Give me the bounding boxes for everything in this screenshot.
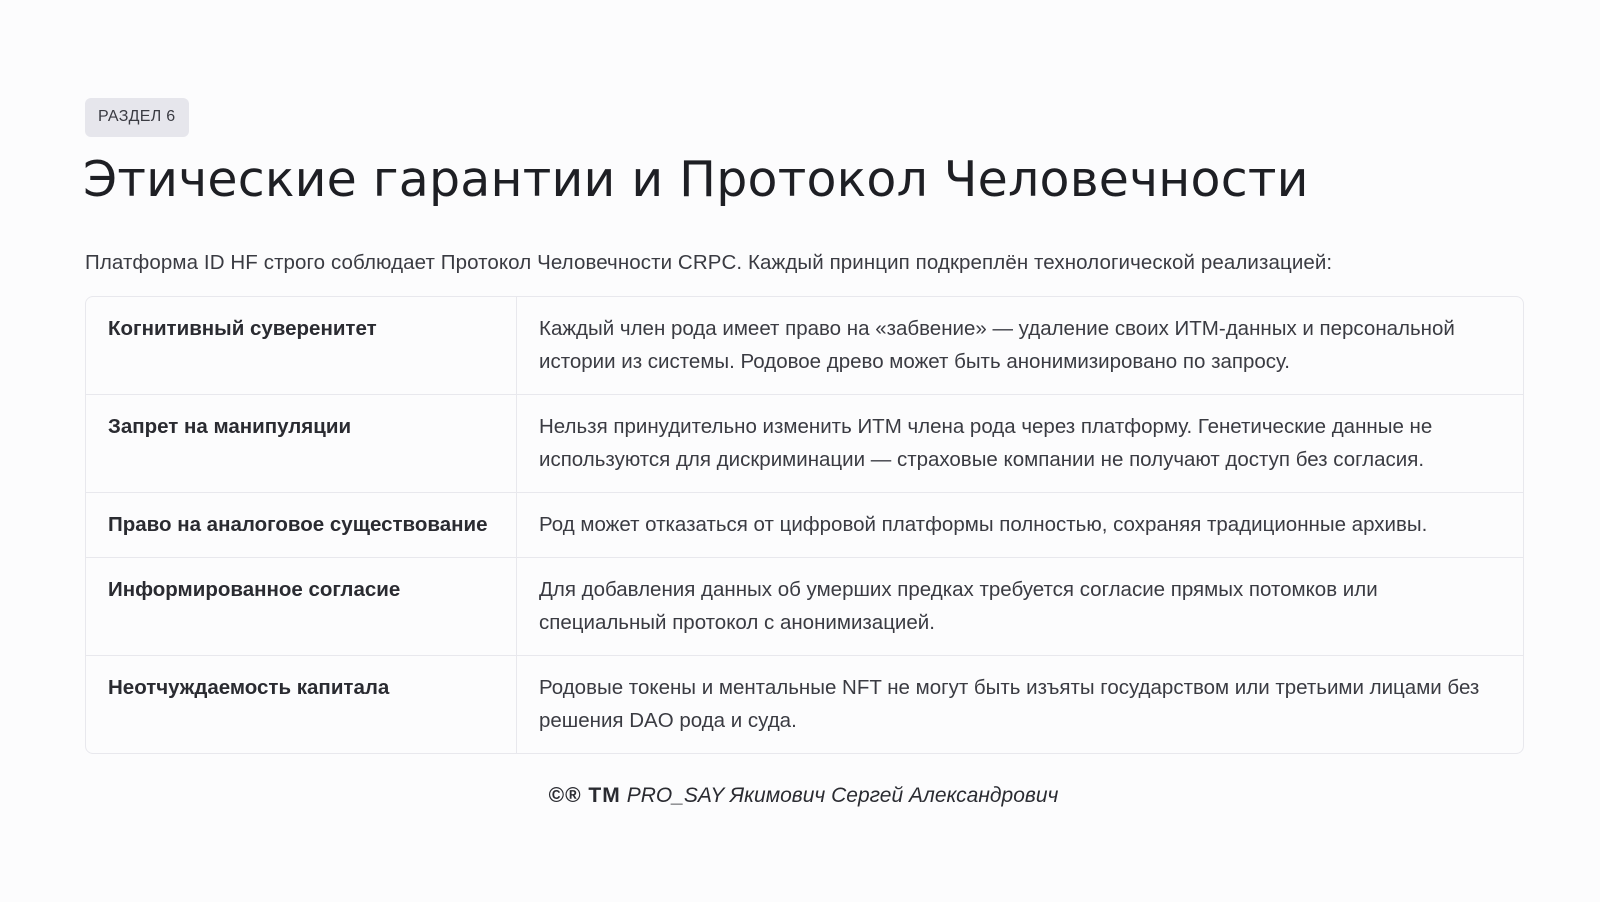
principle-description: Родовые токены и ментальные NFT не могут быть изъяты государством или третьими лицами без решения DAO рода и суда. <box>539 676 1480 732</box>
table-row <box>86 557 1523 655</box>
copyright-footer <box>85 781 1522 811</box>
table-row <box>86 655 1523 753</box>
principles-table <box>85 296 1524 754</box>
principle-description: Нельзя принудительно изменить ИТМ члена рода через платформу. Генетические данные не используются для дискриминации — страховые компании не получают доступ без согласия. <box>539 415 1433 471</box>
table-row <box>86 394 1523 492</box>
slide-content <box>85 98 1522 811</box>
page-title: Этические гарантии и Протокол Человечности <box>83 151 1309 208</box>
table-row <box>86 297 1523 394</box>
principle-description: Каждый член рода имеет право на «забвение» — удаление своих ИТМ-данных и персональной истории из системы. Родовое древо может быть анонимизировано по запросу. <box>539 317 1455 373</box>
principle-term: Запрет на манипуляции <box>86 395 517 492</box>
intro-text: Платформа ID HF строго соблюдает Протокол Человечности CRPC. Каждый принцип подкреплён технологической реализацией: <box>85 251 1333 274</box>
principle-term: Право на аналоговое существование <box>86 493 517 557</box>
author-credit: PRO_SAY Якимович Сергей Александрович <box>626 784 1059 807</box>
principle-term: Неотчуждаемость капитала <box>86 656 517 753</box>
principle-description: Для добавления данных об умерших предках требуется согласие прямых потомков или специальный протокол с анонимизацией. <box>539 578 1378 634</box>
principle-description: Род может отказаться от цифровой платформы полностью, сохраняя традиционные архивы. <box>539 513 1428 536</box>
principle-term: Информированное согласие <box>86 558 517 655</box>
section-badge: РАЗДЕЛ 6 <box>85 98 189 137</box>
table-row <box>86 492 1523 557</box>
principle-term: Когнитивный суверенитет <box>86 297 517 394</box>
copyright-trademark-marks: ©® ТМ <box>548 784 621 807</box>
